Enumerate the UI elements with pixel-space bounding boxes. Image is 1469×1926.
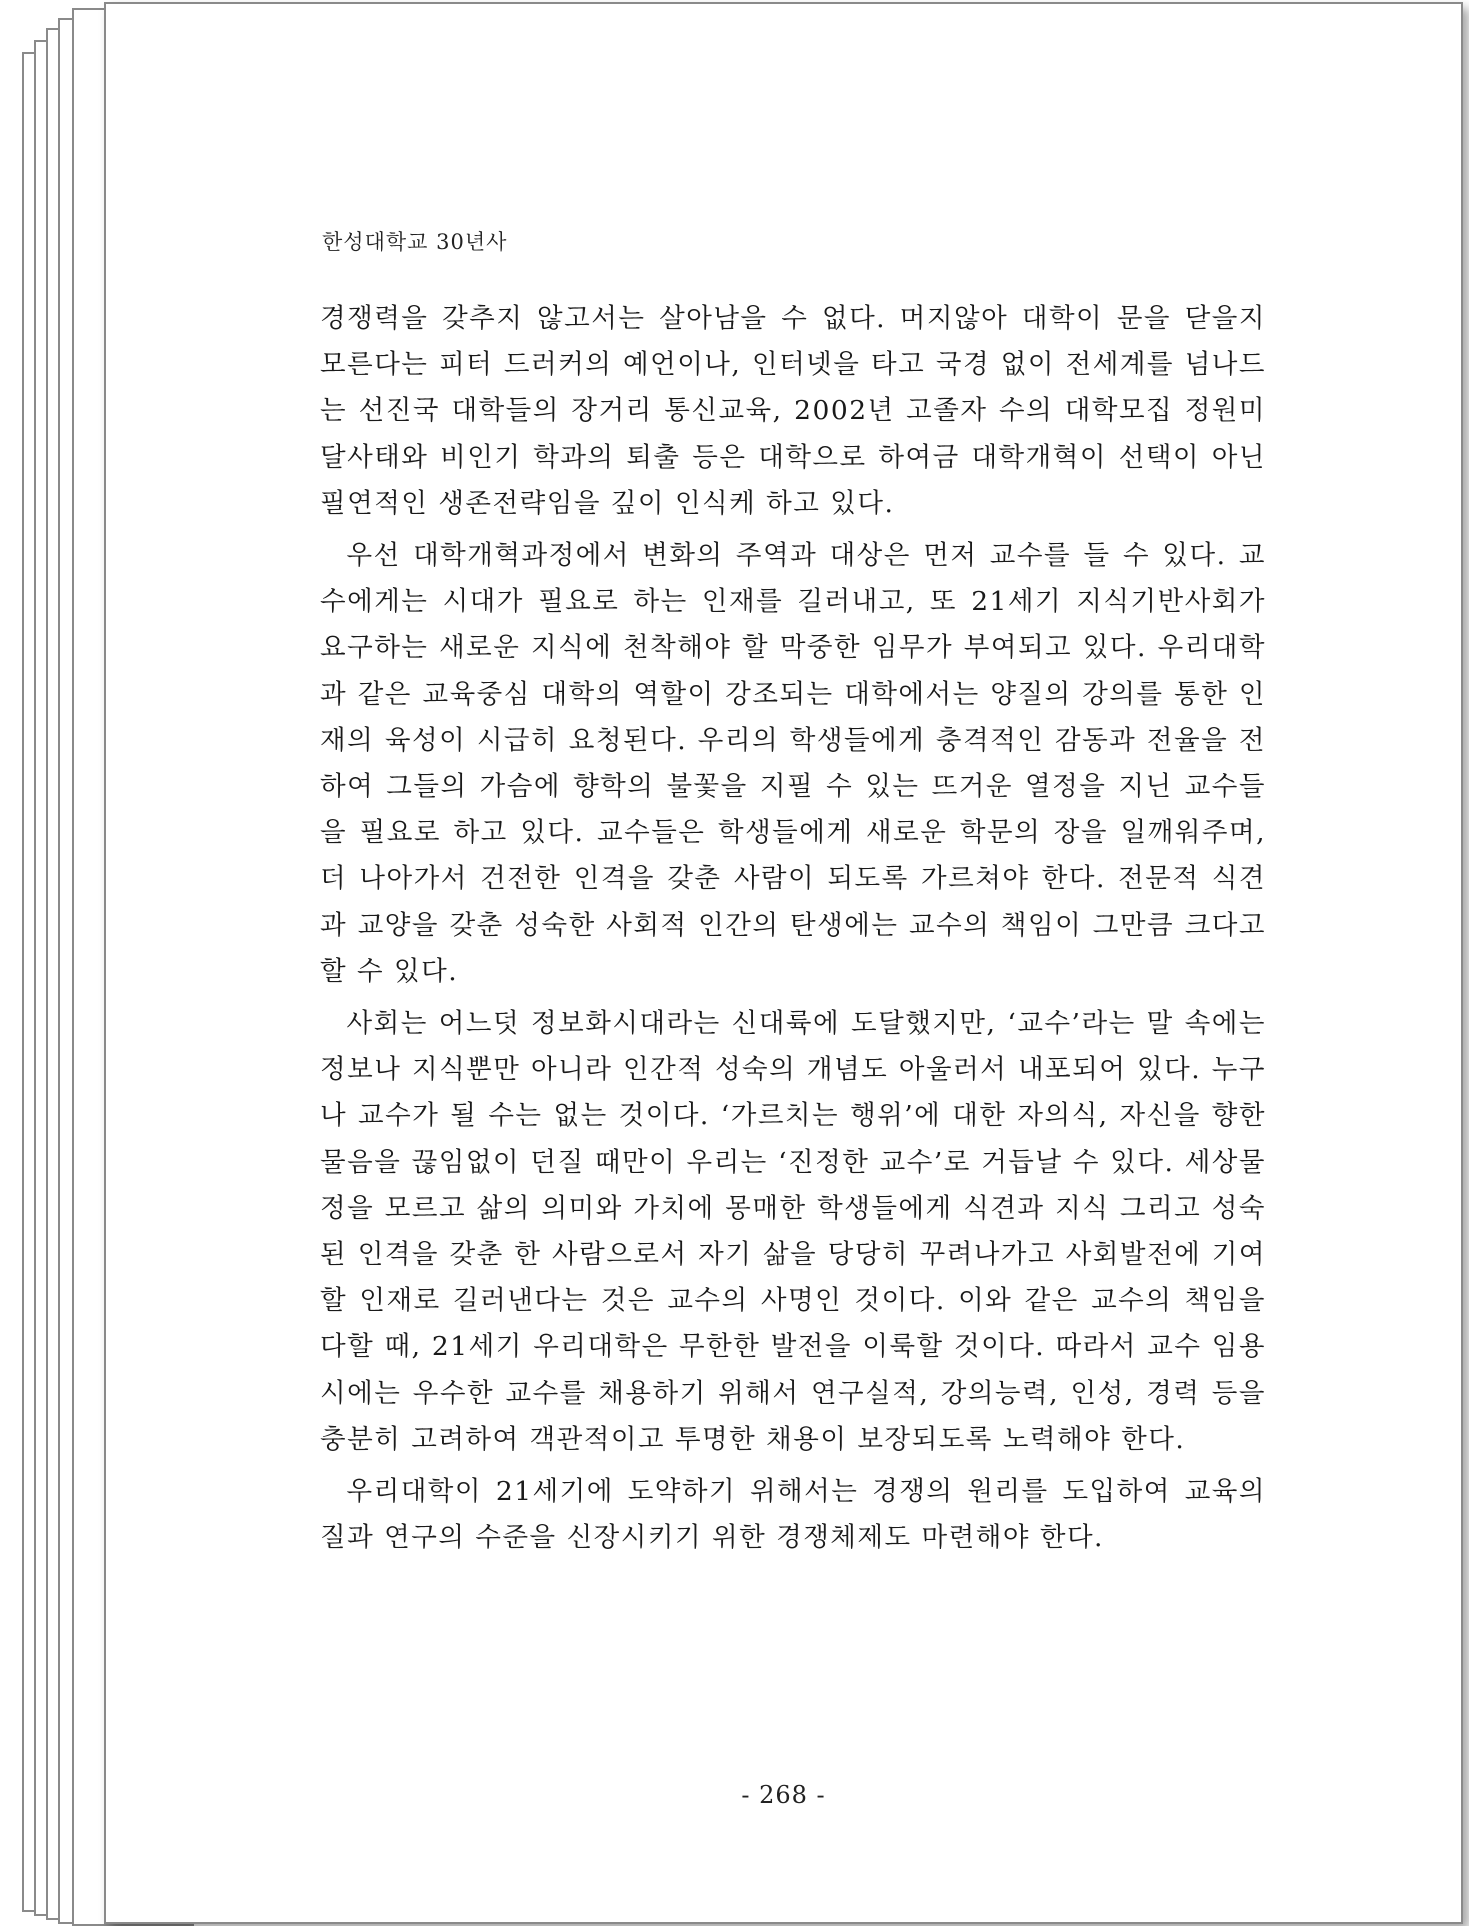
- paragraph: 우리대학이 21세기에 도약하기 위해서는 경쟁의 원리를 도입하여 교육의 질과 연구의 수준을 신장시키기 위한 경쟁체제도 마련해야 한다.: [320, 1476, 1266, 1554]
- paragraph: 경쟁력을 갖추지 않고서는 살아남을 수 없다. 머지않아 대학이 문을 닫을지 모른다는 피터 드러커의 예언이나, 인터넷을 타고 국경 없이 전세계를 넘나드는 선진국 대학들의 장거리 통신교육, 2002년 고졸자 수의 대학모집 정원미달사태와 비인기 학과의 퇴출 등은 대학으로 하여금 대학개혁이 선택이 아닌 필연적인 생존전략임을 깊이 인식케 하고 있다.: [320, 303, 1266, 519]
- paragraph: 사회는 어느덧 정보화시대라는 신대륙에 도달했지만, ‘교수’라는 말 속에는 정보나 지식뿐만 아니라 인간적 성숙의 개념도 아울러서 내포되어 있다. 누구나 교수가 될 수는 없는 것이다. ‘가르치는 행위’에 대한 자의식, 자신을 향한 물음을 끊임없이 던질 때만이 우리는 ‘진정한 교수’로 거듭날 수 있다. 세상물정을 모르고 삶의 의미와 가치에 몽매한 학생들에게 식견과 지식 그리고 성숙된 인격을 갖춘 한 사람으로서 자기 삶을 당당히 꾸려나가고 사회발전에 기여할 인재로 길러낸다는 것은 교수의 사명인 것이다. 이와 같은 교수의 책임을 다할 때, 21세기 우리대학은 무한한 발전을 이룩할 것이다. 따라서 교수 임용시에는 우수한 교수를 채용하기 위해서 연구실적, 강의능력, 인성, 경력 등을 충분히 고려하여 객관적이고 투명한 채용이 보장되도록 노력해야 한다.: [320, 1008, 1266, 1455]
- page-body: [320, 296, 1266, 1567]
- running-header: 한성대학교 30년사: [322, 230, 508, 254]
- paragraph: 우선 대학개혁과정에서 변화의 주역과 대상은 먼저 교수를 들 수 있다. 교수에게는 시대가 필요로 하는 인재를 길러내고, 또 21세기 지식기반사회가 요구하는 새로운 지식에 천착해야 할 막중한 임무가 부여되고 있다. 우리대학과 같은 교육중심 대학의 역할이 강조되는 대학에서는 양질의 강의를 통한 인재의 육성이 시급히 요청된다. 우리의 학생들에게 충격적인 감동과 전율을 전하여 그들의 가슴에 향학의 불꽃을 지필 수 있는 뜨거운 열정을 지닌 교수들을 필요로 하고 있다. 교수들은 학생들에게 새로운 학문의 장을 일깨워주며, 더 나아가서 건전한 인격을 갖춘 사람이 되도록 가르쳐야 한다. 전문적 식견과 교양을 갖춘 성숙한 사회적 인간의 탄생에는 교수의 책임이 그만큼 크다고 할 수 있다.: [320, 540, 1266, 987]
- book-page: [104, 2, 1463, 1924]
- page-number: - 268 -: [741, 1781, 826, 1809]
